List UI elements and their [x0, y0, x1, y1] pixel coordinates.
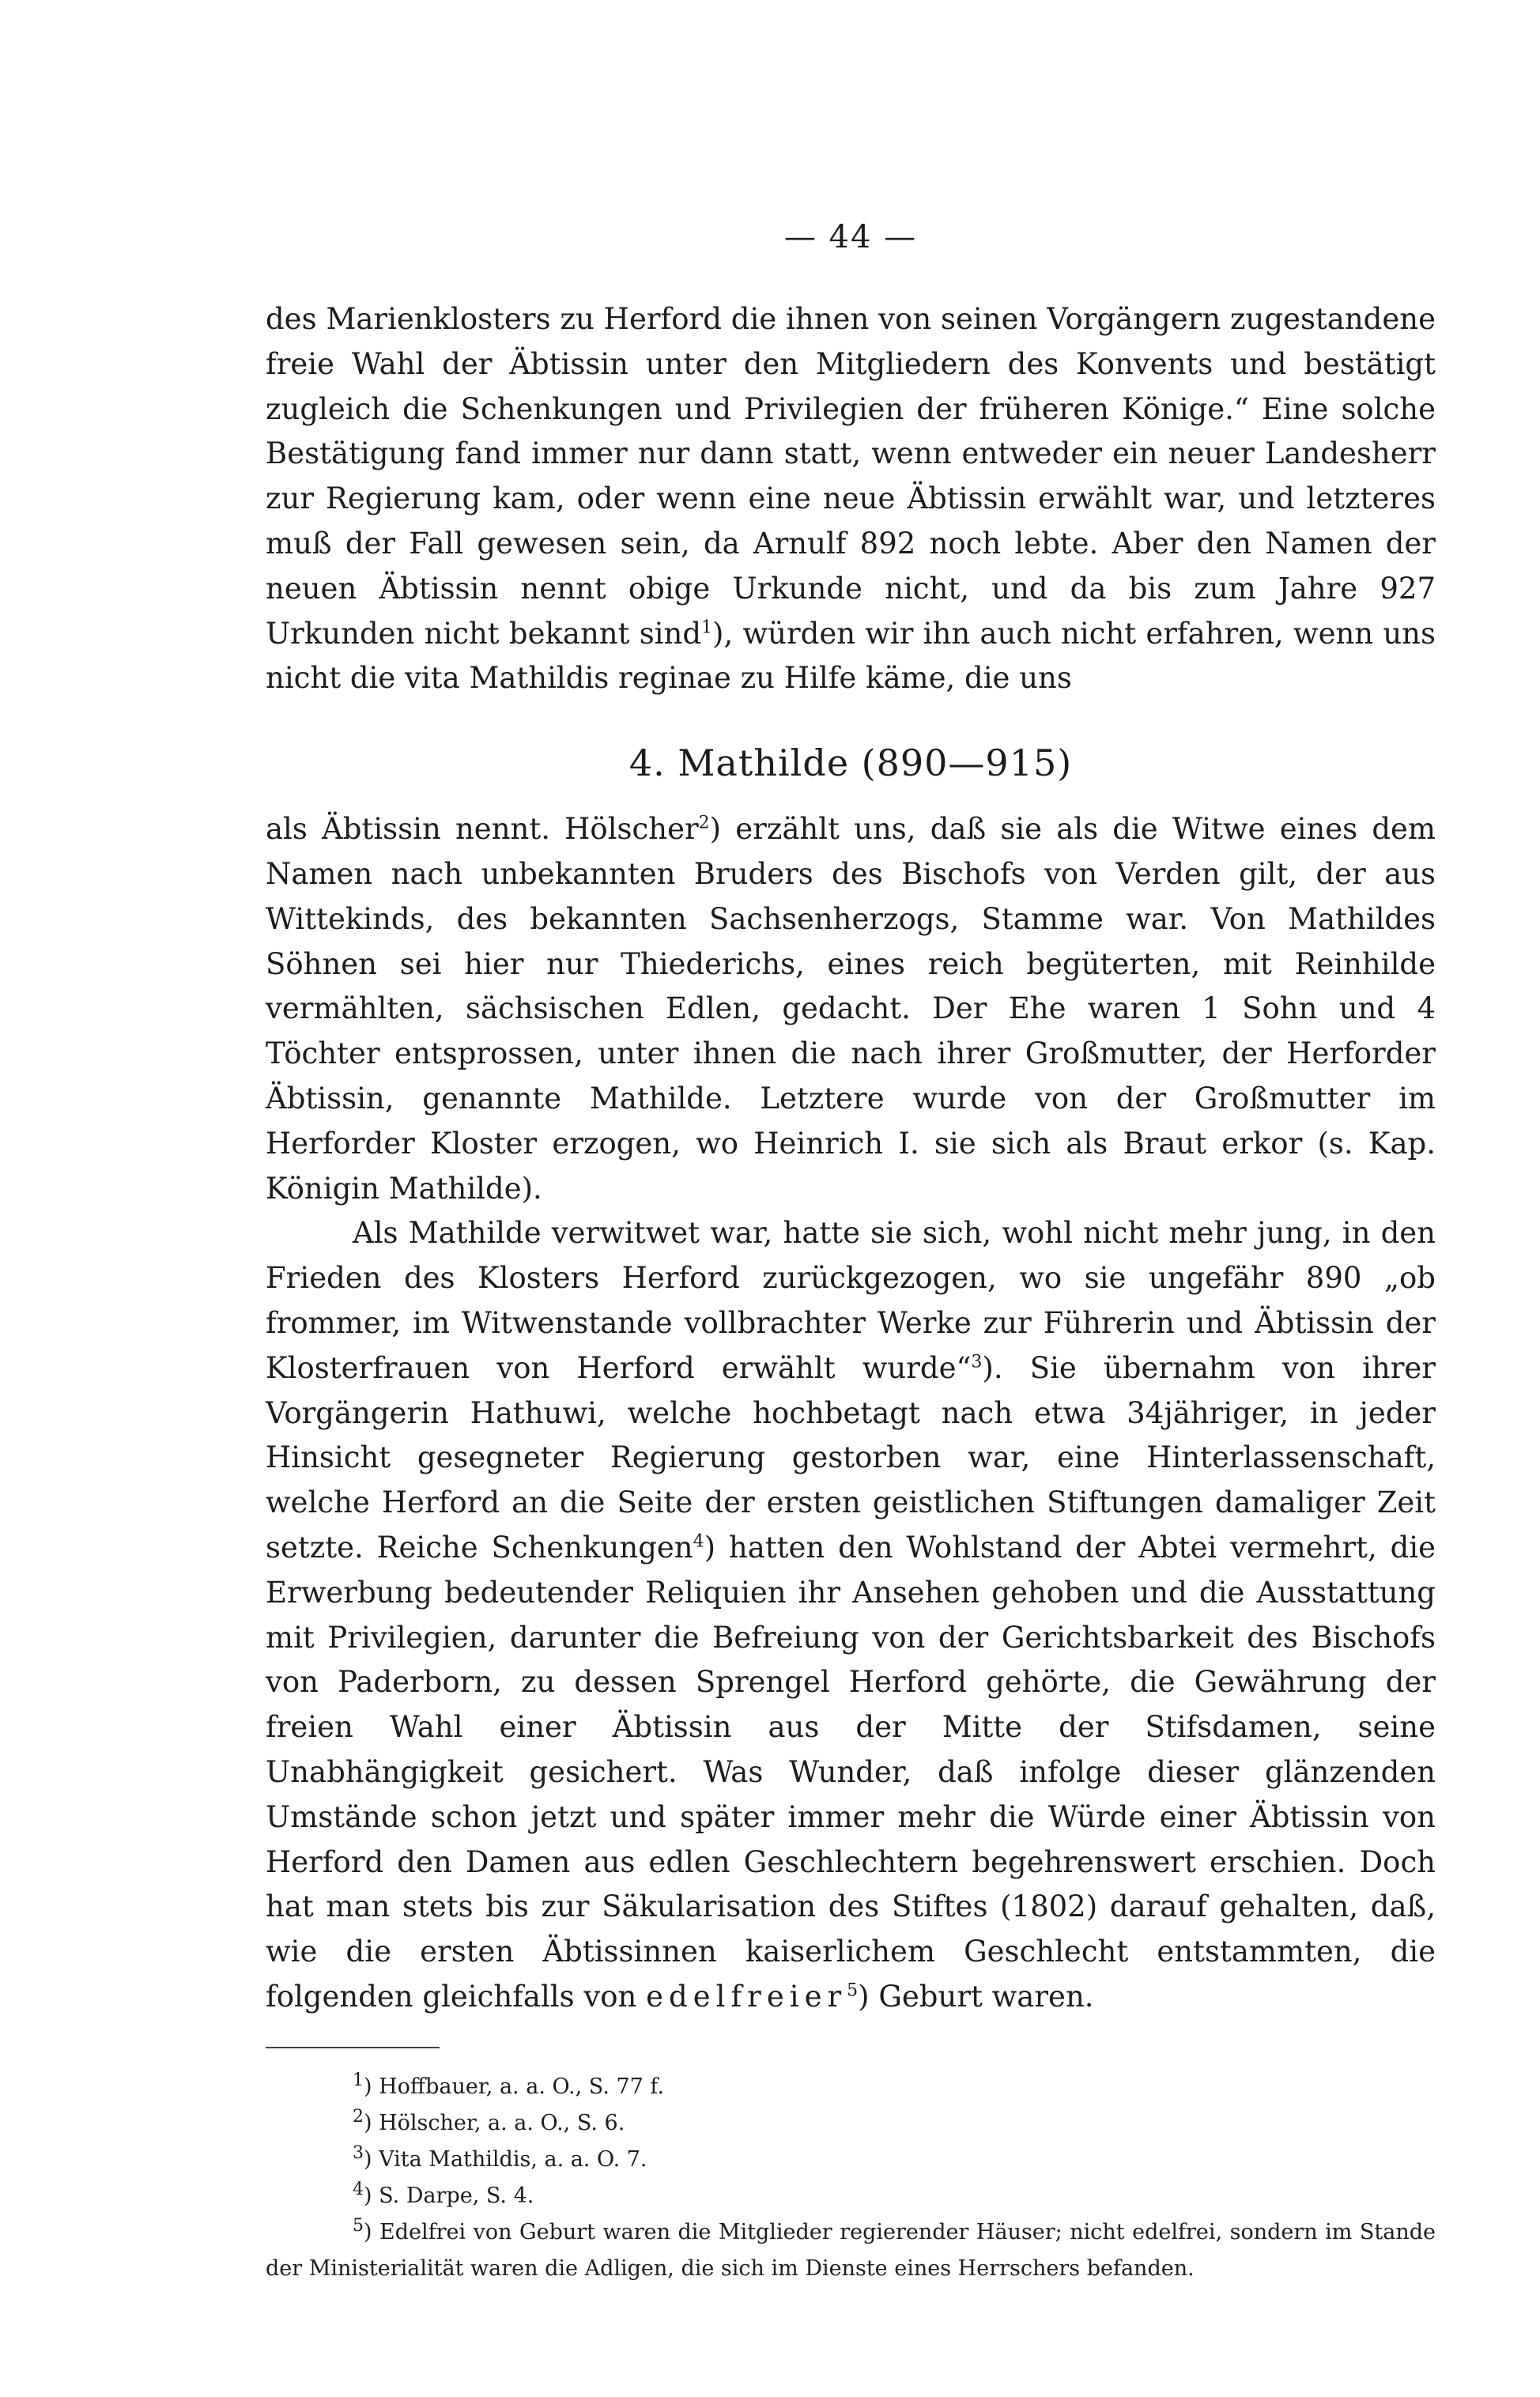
- book-page: [266, 213, 1436, 2287]
- intro-text-end: ), würden wir ihn auch nicht erfahren, wenn uns nicht die vita Mathildis reginae zu Hilfe käme, die uns: [266, 616, 1436, 696]
- footnote-mark: 2: [353, 2106, 364, 2127]
- footnote-mark: 3: [353, 2142, 364, 2163]
- footnote-5: [266, 2214, 1436, 2287]
- p2-text-a: Als Mathilde verwitwet war, hatte sie sich, wohl nicht mehr jung, in den Frieden des Klosters Herford zurückgezogen, wo sie ungefähr 890 „ob frommer, im Witwenstande vollbrachter Werke zur Führerin und Äbtissin der Klosterfrauen von Herford erwählt wurde“: [266, 1216, 1436, 1385]
- p2-spaced-word: edelfreier: [646, 1979, 847, 2014]
- footnote-ref-1: 1: [701, 617, 713, 638]
- footnote-2: [266, 2105, 1436, 2142]
- section-paragraph-2: [266, 1211, 1436, 2019]
- footnote-ref-4: 4: [693, 1531, 704, 1552]
- footnote-mark: 5: [353, 2215, 364, 2236]
- p1-text-b: ) erzählt uns, daß sie als die Witwe eines dem Namen nach unbekannten Bruders des Bischofs von Verden gilt, der aus Wittekinds, des bekannten Sachsenherzogs, Stamme war. Von Mathildes Söhnen sei hier nur Thiederichs, eines reich begüterten, mit Reinhilde vermählten, sächsischen Edlen, gedacht. Der Ehe waren 1 Sohn und 4 Töchter entsprossen, unter ihnen die nach ihrer Großmutter, der Herforder Äbtissin, genannte Mathilde. Letztere wurde von der Großmutter im Herforder Kloster erzogen, wo Heinrich I. sie sich als Braut erkor (s. Kap. Königin Mathilde).: [266, 812, 1436, 1206]
- footnote-ref-2: 2: [698, 813, 710, 833]
- footnote-text: ) Edelfrei von Geburt waren die Mitglieder regierender Häuser; nicht edelfrei, sondern im Stande der Ministerialität waren die Adligen, die sich im Dienste eines Herrschers befanden.: [266, 2219, 1436, 2281]
- footnote-divider: [266, 2047, 440, 2048]
- footnote-text: ) Hoffbauer, a. a. O., S. 77 f.: [364, 2074, 665, 2099]
- footnote-4: [266, 2178, 1436, 2214]
- footnote-ref-5: 5: [847, 1980, 859, 2001]
- section-heading: 4. Mathilde (890—915): [628, 742, 1073, 785]
- p2-text-d: ) Geburt waren.: [858, 1979, 1094, 2014]
- footnote-1: [266, 2069, 1436, 2105]
- footnote-text: ) Hölscher, a. a. O., S. 6.: [364, 2110, 625, 2135]
- p1-text-a: als Äbtissin nennt. Hölscher: [266, 812, 699, 847]
- footnote-mark: 4: [353, 2179, 364, 2199]
- page-number: — 44 —: [783, 219, 918, 255]
- footnote-text: ) Vita Mathildis, a. a. O. 7.: [364, 2146, 647, 2172]
- footnote-3: [266, 2142, 1436, 2178]
- p2-text-c: ) hatten den Wohlstand der Abtei vermehrt, die Erwerbung bedeutender Reliquien ihr Ansehen gehoben und die Ausstattung mit Privilegien, darunter die Befreiung von der Gerichtsbarkeit des Bischofs von Paderborn, zu dessen Sprengel Herford gehörte, die Gewährung der freien Wahl einer Äbtissin aus der Mitte der Stifsdamen, seine Unabhängigkeit gesichert. Was Wunder, daß infolge dieser glänzenden Umstände schon jetzt und später immer mehr die Würde einer Äbtissin von Herford den Damen aus edlen Geschlechtern begehrenswert erschien. Doch hat man stets bis zur Säkularisation des Stiftes (1802) darauf gehalten, daß, wie die ersten Äbtissinnen kaiserlichem Geschlecht entstammten, die folgenden gleichfalls von: [266, 1530, 1436, 2014]
- footnote-text: ) S. Darpe, S. 4.: [364, 2183, 534, 2208]
- section-paragraph-1: [266, 807, 1436, 1211]
- footnote-ref-3: 3: [971, 1352, 983, 1372]
- intro-text: des Marienklosters zu Herford die ihnen von seinen Vorgängern zugestandene freie Wahl der Äbtissin unter den Mitgliedern des Konvents und bestätigt zugleich die Schenkungen und Privilegien der früheren Könige.“ Eine solche Bestätigung fand immer nur dann statt, wenn entweder ein neuer Landesherr zur Regierung kam, oder wenn eine neue Äbtissin erwählt war, und letzteres muß der Fall gewesen sein, da Arnulf 892 noch lebte. Aber den Namen der neuen Äbtissin nennt obige Urkunde nicht, und da bis zum Jahre 927 Urkunden nicht bekannt sind: [266, 302, 1436, 651]
- p2-text-b: ). Sie übernahm von ihrer Vorgängerin Hathuwi, welche hochbetagt nach etwa 34jähriger, in jeder Hinsicht gesegneter Regierung gestorben war, eine Hinterlassenschaft, welche Herford an die Seite der ersten geistlichen Stiftungen damaliger Zeit setzte. Reiche Schenkungen: [266, 1350, 1436, 1565]
- footnote-list: [266, 2069, 1436, 2287]
- footnote-mark: 1: [353, 2070, 364, 2090]
- intro-paragraph: [266, 297, 1436, 701]
